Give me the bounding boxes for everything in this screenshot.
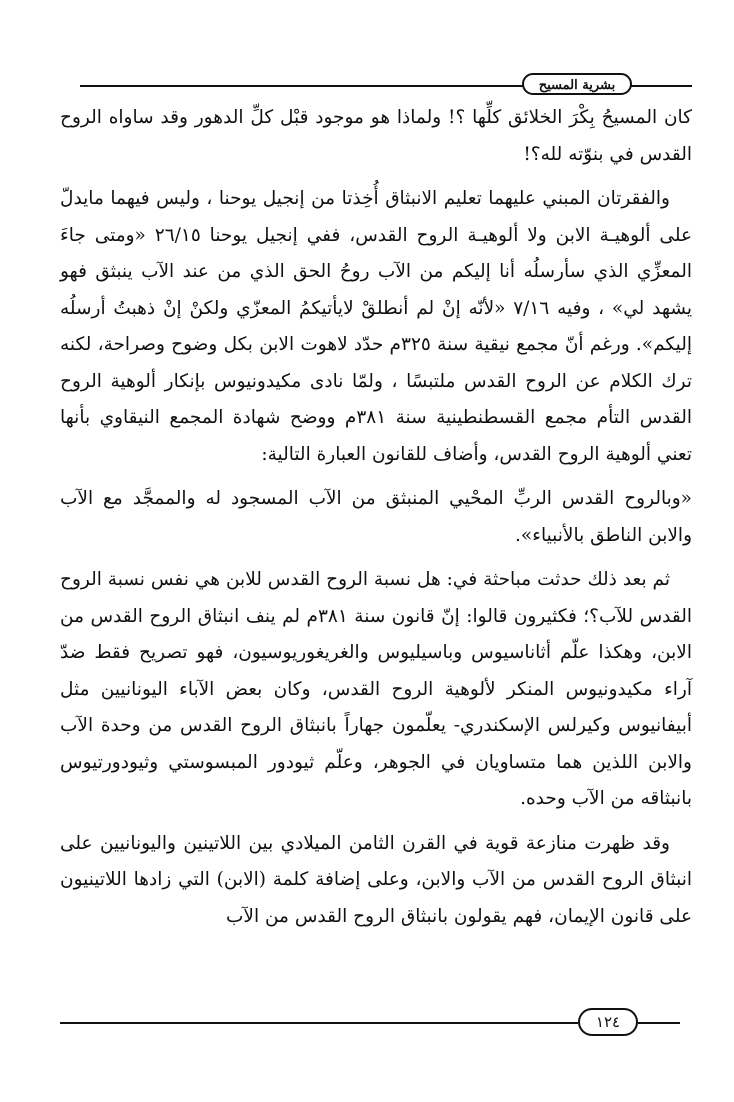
header-title: بشرية المسيح — [522, 73, 632, 95]
page-footer — [60, 1005, 680, 1035]
paragraph-3: ثم بعد ذلك حدثت مباحثة في: هل نسبة الروح القدس للابن هي نفس نسبة الروح القدس للآب؟؛ فكثيرون قالوا: إنّ قانون سنة ٣٨١م لم ينف انبثاق الروح القدس من الابن، وهكذا علّم أثاناسيوس وباسيليوس والغريغوريوسيون، فهو تصريح فقط ضدّ آراء مكيدونيوس المنكر لألوهية الروح القدس، وكان بعض الآباء اليونانيين مثل أبيفانيوس وكيرلس الإسكندري- يعلّمون جهاراً بانبثاق الروح القدس من وحدة الآب والابن اللذين هما متساويان في الجوهر، وعلّم ثيودور المبسوستي وثيودورتيوس بانبثاقه من الآب وحده. — [60, 569, 693, 809]
paragraph-2: والفقرتان المبني عليهما تعليم الانبثاق أُخِذتا من إنجيل يوحنا ، وليس فيهما مايدلّ على ألوهيـة الابن ولا ألوهيـة الروح القدس، ففي إنجيل يوحنا ٢٦/١٥ «ومتى جاءَ المعزِّي الذي سأرسلُه أنا إليكم من الآب روحُ الحق الذي من عند الآب ينبثق فهو يشهد لي» ، وفيه ٧/١٦ «لأنّه إنْ لم أنطلقْ لايأتيكمُ المعزّي ولكنْ إنْ ذهبتُ أرسلُه إليكم». ورغم أنّ مجمع نيقية سنة ٣٢٥م حدّد لاهوت الابن بكل وضوح وصراحة، لكنه ترك الكلام عن الروح القدس ملتبسًا ، ولمّا نادى مكيدونيوس بإنكار ألوهية الروح القدس التأم مجمع القسطنطينية سنة ٣٨١م ووضح شهادة المجمع النيقاوي بأنها تعني ألوهية الروح القدس، وأضاف للقانون العبارة التالية: — [60, 188, 693, 465]
footer-rule-short — [638, 1022, 680, 1024]
paragraph-4: وقد ظهرت منازعة قوية في القرن الثامن الميلادي بين اللاتينين واليونانيين على انبثاق الروح القدس من الآب والابن، وعلى إضافة كلمة (الابن) التي زادها اللاتينيون على قانون الإيمان، فهم يقولون بانبثاق الروح القدس من الآب — [60, 832, 692, 927]
running-header — [80, 70, 692, 100]
paragraph-1: كان المسيحُ بِكْرَ الخلائق كلِّها ؟! ولماذا هو موجود قبْل كلِّ الدهور وقد ساواه الروح القدس في بنوّته لله؟! — [60, 107, 692, 165]
page-body — [60, 100, 692, 935]
quote-paragraph: «وبالروح القدس الربِّ المحْيي المنبثق من الآب المسجود له والممجَّد مع الآب والابن الناطق بالأنبياء». — [60, 488, 692, 546]
footer-rule — [60, 1022, 578, 1024]
page-number: ١٢٤ — [578, 1008, 638, 1036]
